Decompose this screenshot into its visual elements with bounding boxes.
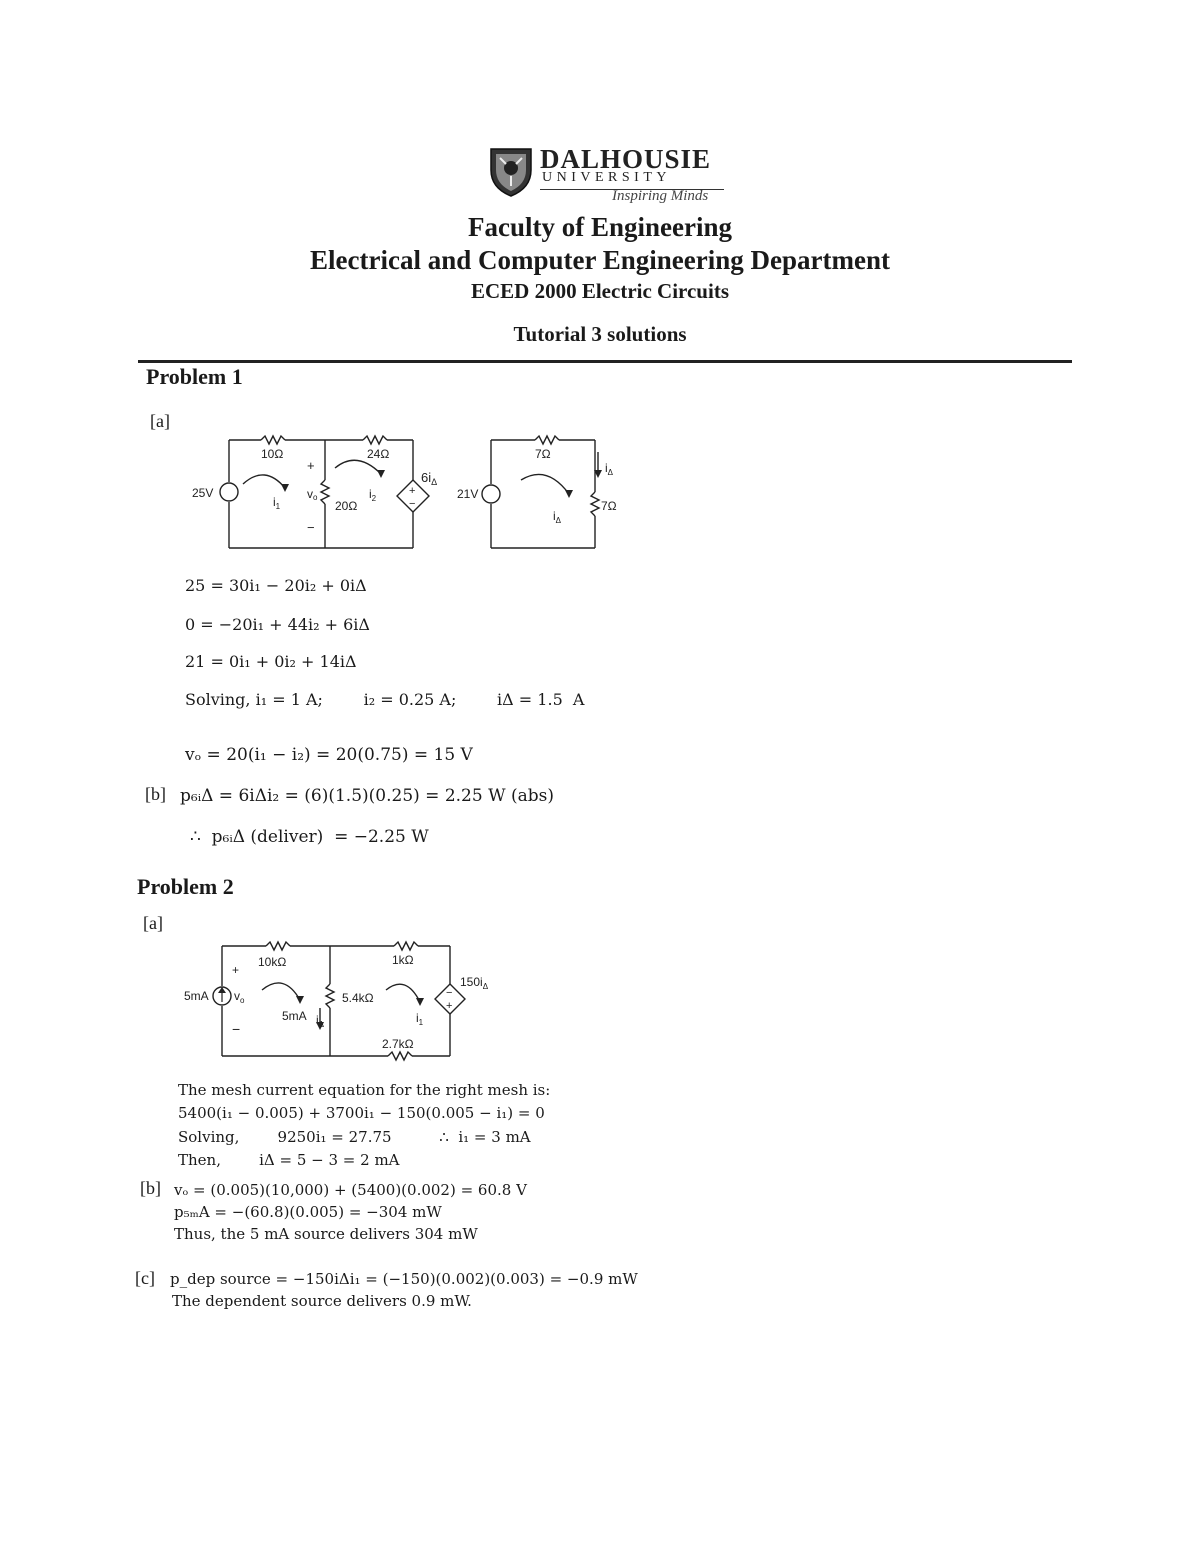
university-logo <box>488 146 738 208</box>
r-10ohm-label: 10Ω <box>261 447 284 461</box>
p2-line-b3: Thus, the 5 mA source delivers 304 mW <box>174 1225 478 1243</box>
r-20ohm-label: 20Ω <box>335 499 358 513</box>
university-word: UNIVERSITY <box>542 170 671 185</box>
p1-vo-equation: vₒ = 20(i₁ − i₂) = 20(0.75) = 15 V <box>185 745 473 765</box>
idelta-mesh-label: $i_\Delta$ <box>553 509 562 525</box>
p2-line-c1: p_dep source = −150iΔi₁ = (−150)(0.002)(0.003) = −0.9 mW <box>170 1270 638 1288</box>
p1-equation-1: 25 = 30i₁ − 20i₂ + 0iΔ <box>185 576 367 595</box>
r-7ohm-top-label: 7Ω <box>535 447 551 461</box>
mesh-5ma-label: 5mA <box>282 1009 307 1023</box>
dep-150i-label: $150i_\Delta$ <box>460 975 489 991</box>
p1-solving: Solving, i₁ = 1 A; i₂ = 0.25 A; iΔ = 1.5 A <box>185 690 585 709</box>
problem2-heading: Problem 2 <box>137 874 234 899</box>
vo-plus-2: + <box>232 963 240 977</box>
faculty-title: Faculty of Engineering <box>468 212 732 242</box>
tutorial-title: Tutorial 3 solutions <box>513 322 687 346</box>
voltage-source-21v <box>482 485 500 503</box>
source-25v-label: 25V <box>192 486 214 500</box>
voltage-source-25v <box>220 483 238 501</box>
r-1k-label: 1kΩ <box>392 953 414 967</box>
department-title: Electrical and Computer Engineering Department <box>310 245 890 275</box>
source-21v-label: 21V <box>457 487 479 501</box>
i1-label-2: $i_1$ <box>416 1011 424 1027</box>
university-name: DALHOUSIE <box>540 144 712 174</box>
idelta-label-2: $i_\Delta$ <box>316 1013 325 1029</box>
problem1-part-b: [b] <box>145 784 166 804</box>
vo-label: vo <box>307 487 318 502</box>
problem2-part-c: [c] <box>135 1268 155 1288</box>
university-tagline: Inspiring Minds <box>612 188 709 204</box>
r-2-7k-label: 2.7kΩ <box>382 1037 414 1051</box>
p2-line-b1: vₒ = (0.005)(10,000) + (5400)(0.002) = 60.8 V <box>174 1181 527 1199</box>
r-10k-label: 10kΩ <box>258 955 287 969</box>
r-5-4k-label: 5.4kΩ <box>342 991 374 1005</box>
vo-minus: − <box>307 520 315 535</box>
p2-line-b2: p₅ₘA = −(60.8)(0.005) = −304 mW <box>174 1203 442 1221</box>
p1-equation-3: 21 = 0i₁ + 0i₂ + 14iΔ <box>185 652 357 671</box>
shield-icon <box>488 146 534 198</box>
p2-line-a1: The mesh current equation for the right mesh is: <box>178 1081 551 1099</box>
p1-power-deliver: ∴ p₆ᵢΔ (deliver) = −2.25 W <box>190 827 429 847</box>
idelta-branch-label: $i_\Delta$ <box>605 461 614 477</box>
vo-plus: + <box>307 458 315 473</box>
circuit-diagram-2 <box>180 938 510 1064</box>
circuit-diagram-1 <box>185 432 635 554</box>
dep-minus: − <box>409 498 416 510</box>
dep2-minus: − <box>446 987 453 999</box>
problem1-heading: Problem 1 <box>146 364 243 389</box>
p1-power-equation: p₆ᵢΔ = 6iΔi₂ = (6)(1.5)(0.25) = 2.25 W (abs) <box>180 786 554 806</box>
r-7ohm-right-label: 7Ω <box>601 499 617 513</box>
dep-source-label: $6i_\Delta$ <box>421 470 438 487</box>
dep2-plus: + <box>446 1000 453 1012</box>
r-24ohm-label: 24Ω <box>367 447 390 461</box>
header-rule <box>138 360 1072 363</box>
i2-label: $i_2$ <box>369 487 377 503</box>
i1-label: $i_1$ <box>273 495 281 511</box>
p2-line-a4: Then, iΔ = 5 − 3 = 2 mA <box>178 1151 400 1169</box>
problem2-part-b: [b] <box>140 1178 161 1198</box>
p2-line-c2: The dependent source delivers 0.9 mW. <box>172 1292 472 1310</box>
vo-minus-2: − <box>232 1021 241 1037</box>
course-title: ECED 2000 Electric Circuits <box>471 279 729 303</box>
p2-line-a2: 5400(i₁ − 0.005) + 3700i₁ − 150(0.005 − i₁) = 0 <box>178 1104 545 1122</box>
problem2-part-a: [a] <box>143 913 163 933</box>
problem1-part-a: [a] <box>150 411 170 431</box>
p1-equation-2: 0 = −20i₁ + 44i₂ + 6iΔ <box>185 615 370 634</box>
dep-plus: + <box>409 485 416 497</box>
source-5ma-label: 5mA <box>184 989 209 1003</box>
p2-line-a3: Solving, 9250i₁ = 27.75 ∴ i₁ = 3 mA <box>178 1128 531 1146</box>
vo-label-2: $v_o$ <box>234 989 245 1005</box>
